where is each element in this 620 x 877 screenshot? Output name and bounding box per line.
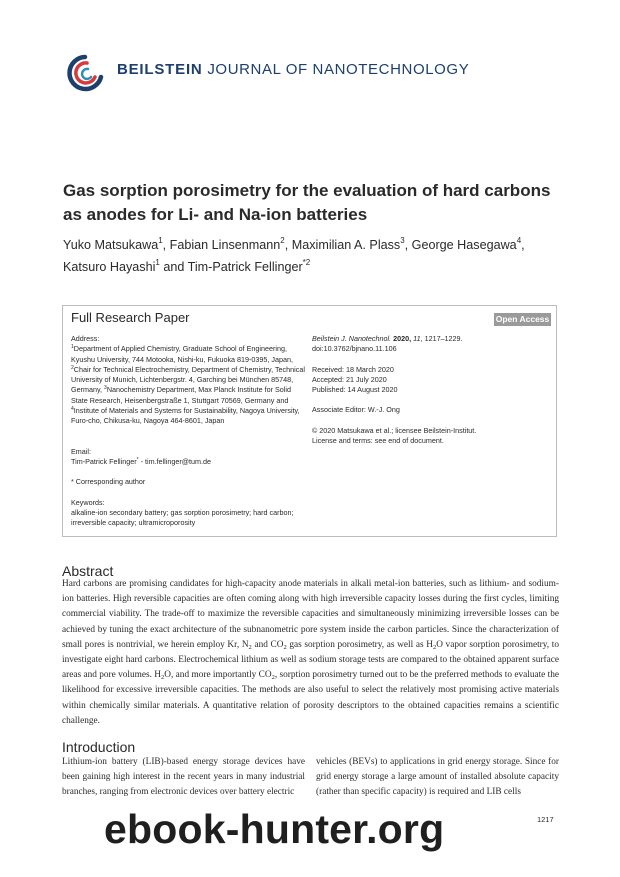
author-name: George Hasegawa xyxy=(411,238,517,252)
abstract-text xyxy=(62,577,559,729)
introduction-left-column: Lithium-ion battery (LIB)-based energy storage devices have been gaining high interest in the recent years in many industrial branches, ranging from electronic devices over battery electric xyxy=(62,757,305,798)
author-name: Maximilian A. Plass xyxy=(291,238,401,252)
affiliation-text: Nanochemistry Department, Max Planck Institute for Solid State Research, Heisenbergstraße 1, Stuttgart 70569, Germany and xyxy=(71,385,291,405)
published-date: Published: 14 August 2020 xyxy=(312,385,398,395)
received-date: Received: 18 March 2020 xyxy=(312,364,394,374)
affiliation-number: 4 xyxy=(71,406,74,413)
affiliation-number: 3 xyxy=(104,385,107,392)
introduction-right-column: vehicles (BEVs) to applications in grid energy storage. Since for grid energy storage a large amount of installed absolute capacity (rather than specific capacity) is required and LIB cells xyxy=(316,757,559,798)
email-star: * xyxy=(136,456,139,463)
affiliation-text: Department of Applied Chemistry, Graduate School of Engineering, Kyushu University, 744 Motooka, Nishi-ku, Fukuoka 819-0395, Japan, xyxy=(71,344,293,364)
beilstein-logo-icon xyxy=(63,53,107,93)
paper-type: Full Research Paper xyxy=(71,310,190,325)
citation-journal: Beilstein J. Nanotechnol. xyxy=(312,334,392,343)
email-label: Email: xyxy=(71,446,91,456)
associate-editor: Associate Editor: W.-J. Ong xyxy=(312,405,400,415)
journal-name-bold: BEILSTEIN xyxy=(117,61,203,78)
license-link[interactable]: License and terms: see end of document. xyxy=(312,436,444,446)
open-access-badge: Open Access xyxy=(495,314,550,324)
abstract-part: O vapor sorption porosimetry, to investigate eight hard carbons. Electrochemical lithium as well as sodium storage tests are compared to the obtained apparent surface areas and pore volumes. H xyxy=(62,639,560,681)
email-address[interactable]: - tim.fellinger@tum.de xyxy=(138,456,211,466)
journal-name-rest: JOURNAL OF NANOTECHNOLOGY xyxy=(207,61,470,78)
citation-pages: 1217–1229. xyxy=(422,334,463,343)
abstract-heading: Abstract xyxy=(62,563,114,579)
abstract-part: Hard carbons are promising candidates for high-capacity anode materials in alkali metal-ion batteries, such as lithium- and sodium-ion batteries. High reversible capacities are often coming along with high irreversible capacity losses during the first cycles, limiting commercial viability. The trade-off to maximize the reversible capacities and simultaneously minimizing irreversible losses can be achieved by tuning the exact architecture of the subnanometric pore system inside the carbon particles. Since the characterization of small pores is nontrivial, we herein employ Kr, N xyxy=(62,579,559,650)
email-line[interactable] xyxy=(71,457,306,467)
corresponding-author-note: * Corresponding author xyxy=(71,477,146,487)
subscript: 2 xyxy=(161,674,165,682)
subscript: 2 xyxy=(283,643,287,651)
subscript: 2 xyxy=(248,643,252,651)
journal-name xyxy=(117,61,469,78)
introduction-heading: Introduction xyxy=(62,739,136,755)
author-name: Tim-Patrick Fellinger xyxy=(187,260,303,274)
author-name: Yuko Matsukawa xyxy=(63,238,159,252)
affiliation-text: Institute of Materials and Systems for Sustainability, Nagoya University, Furo-cho, Chikusa-ku, Nagoya 464-8601, Japan xyxy=(71,406,300,426)
author-affiliation: 1 xyxy=(158,236,163,245)
author-name: Fabian Linsenmann xyxy=(169,238,281,252)
author-name: Katsuro Hayashi xyxy=(63,260,156,274)
affiliation-number: 1 xyxy=(71,344,74,351)
abstract-part: , sorption porosimetry turned out to be the preferred methods to evaluate the likelihood for excessive irreversible capacities. The methods are also useful to select the relatively most promising active materials within chemically similar materials. A quantitative relation of porosity descriptors to the obtained capacities remains a scientific challenge. xyxy=(62,670,560,726)
author-affiliation: *2 xyxy=(302,258,311,267)
email-name: Tim-Patrick Fellinger xyxy=(71,456,137,466)
keywords: alkaline-ion secondary battery; gas sorption porosimetry; hard carbon; irreversible capacity; ultramicroporosity xyxy=(71,507,294,528)
affiliation-text: Chair for Technical Electrochemistry, Department of Chemistry, Technical University of Munich, Lichtenbergstr. 4, Garching bei München 85748, Germany, xyxy=(71,364,305,395)
author-affiliation: 2 xyxy=(280,236,285,245)
citation-volume: 11, xyxy=(413,334,423,343)
abstract-part: O, and more importantly CO xyxy=(164,670,272,681)
info-right-column xyxy=(312,334,552,446)
author-affiliation: 4 xyxy=(516,236,522,245)
affiliations xyxy=(71,344,306,426)
keywords-label: Keywords: xyxy=(71,497,105,507)
abstract-part: and CO xyxy=(251,639,284,650)
info-left-column xyxy=(71,334,306,528)
author-affiliation: 3 xyxy=(400,236,405,245)
subscript: 2 xyxy=(271,674,275,682)
accepted-date: Accepted: 21 July 2020 xyxy=(312,374,387,384)
address-label: Address: xyxy=(71,334,100,343)
subscript: 2 xyxy=(432,643,437,651)
affiliation-number: 2 xyxy=(71,364,74,371)
watermark: ebook-hunter.org xyxy=(104,806,445,852)
author-list: Yuko Matsukawa$^1$, Fabian Linsenmann$^2$, Maximilian A. Plass$^3$, George Hasegawa$^4$, Katsuro Hayashi$^1$ and Tim-Patrick Fellinger$^{*2}$ xyxy=(63,236,525,274)
article-title: Gas sorption porosimetry for the evaluation of hard carbons as anodes for Li- and Na-ion batteries xyxy=(63,181,551,224)
author-affiliation: 1 xyxy=(155,258,160,267)
citation-year: 2020, xyxy=(393,334,412,343)
doi-link[interactable]: doi:10.3762/bjnano.11.106 xyxy=(312,344,397,354)
citation xyxy=(312,334,552,344)
copyright: © 2020 Matsukawa et al.; licensee Beilstein-Institut. xyxy=(312,425,477,435)
page-number: 1217 xyxy=(537,815,554,824)
abstract-part: gas sorption porosimetry, as well as H xyxy=(286,639,433,650)
